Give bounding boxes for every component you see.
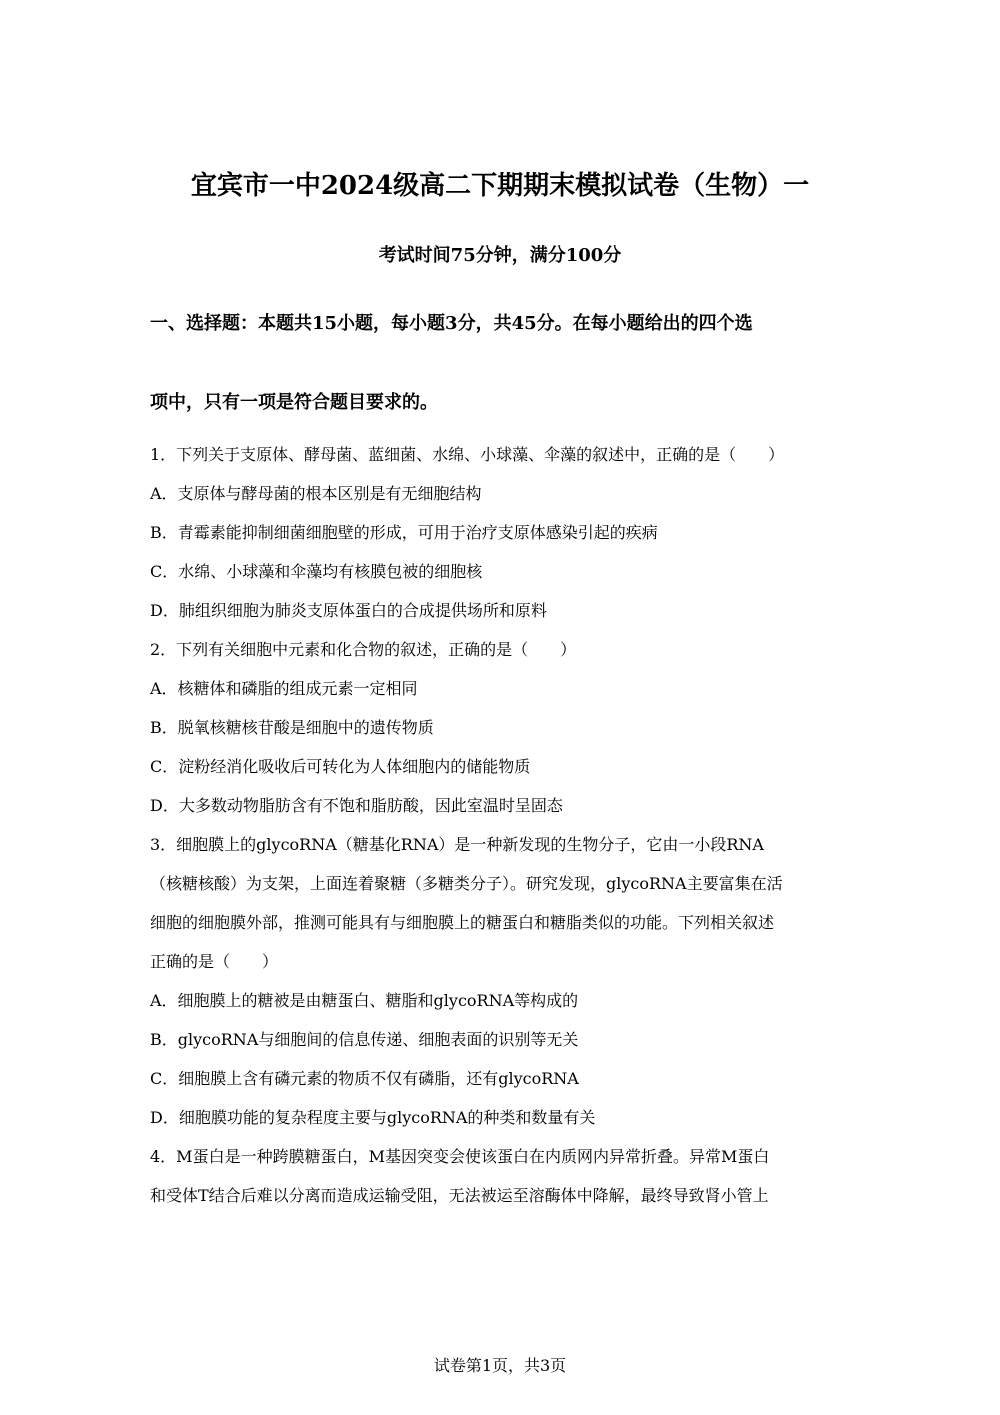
question-2-option-a: A．核糖体和磷脂的组成元素一定相同 [150,679,418,698]
question-3-stem-line: 细胞的细胞膜外部，推测可能具有与细胞膜上的糖蛋白和糖脂类似的功能。下列相关叙述 [150,913,775,932]
question-3-stem-line: 正确的是（ ） [150,952,279,971]
section-heading-line: 一、选择题：本题共15小题，每小题3分，共45分。在每小题给出的四个选 [150,313,753,334]
question-2-option-d: D．大多数动物脂肪含有不饱和脂肪酸，因此室温时呈固态 [150,796,563,815]
question-4-stem-line: 和受体T结合后难以分离而造成运输受阻，无法被运至溶酶体中降解，最终导致肾小管上 [150,1186,769,1205]
question-1-option-a: A．支原体与酵母菌的根本区别是有无细胞结构 [150,484,482,503]
question-3-option-a: A．细胞膜上的糖被是由糖蛋白、糖脂和glycoRNA等构成的 [150,991,579,1010]
question-3-option-c: C．细胞膜上含有磷元素的物质不仅有磷脂，还有glycoRNA [150,1069,579,1088]
question-2-option-b: B．脱氧核糖核苷酸是细胞中的遗传物质 [150,718,434,737]
exam-subtitle: 考试时间75分钟，满分100分 [378,245,622,266]
exam-title: 宜宾市一中2024级高二下期期末模拟试卷（生物）一 [190,171,810,201]
question-3-option-b: B．glycoRNA与细胞间的信息传递、细胞表面的识别等无关 [150,1030,579,1049]
question-3-option-d: D．细胞膜功能的复杂程度主要与glycoRNA的种类和数量有关 [150,1108,596,1127]
question-1-option-d: D．肺组织细胞为肺炎支原体蛋白的合成提供场所和原料 [150,601,547,620]
question-1-option-b: B．青霉素能抑制细菌细胞壁的形成，可用于治疗支原体感染引起的疾病 [150,523,658,542]
question-2-option-c: C．淀粉经消化吸收后可转化为人体细胞内的储能物质 [150,757,531,776]
section-heading-line: 项中，只有一项是符合题目要求的。 [150,392,438,413]
question-1-option-c: C．水绵、小球藻和伞藻均有核膜包被的细胞核 [150,562,483,581]
question-1-stem: 1．下列关于支原体、酵母菌、蓝细菌、水绵、小球藻、伞藻的叙述中，正确的是（ ） [150,445,785,464]
question-2-stem: 2．下列有关细胞中元素和化合物的叙述，正确的是（ ） [150,640,577,659]
question-3-stem-line: （核糖核酸）为支架，上面连着聚糖（多糖类分子）。研究发现，glycoRNA主要富集在活 [150,874,783,893]
page-footer: 试卷第1页，共3页 [433,1356,567,1375]
question-4-stem-line: 4．M蛋白是一种跨膜糖蛋白，M基因突变会使该蛋白在内质网内异常折叠。异常M蛋白 [150,1147,770,1166]
question-3-stem-line: 3．细胞膜上的glycoRNA（糖基化RNA）是一种新发现的生物分子，它由一小段RNA [150,835,764,854]
